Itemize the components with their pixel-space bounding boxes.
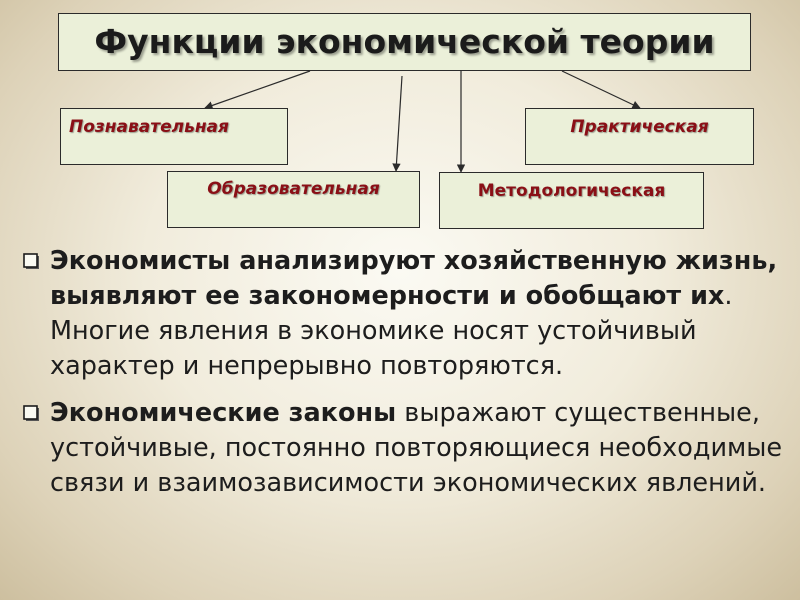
function-box-methodological xyxy=(439,172,704,229)
function-box-practical xyxy=(525,108,754,165)
bullet-item xyxy=(22,244,792,384)
function-label-practical: Практическая xyxy=(570,117,709,137)
arrow-to-cognitive xyxy=(205,71,310,108)
arrow-to-educational xyxy=(396,76,402,171)
bullet-regular-text: . Многие явления в экономике носят устойчивый характер и непрерывно повторяются. xyxy=(50,281,733,381)
function-box-cognitive xyxy=(60,108,288,165)
bullet-text xyxy=(50,396,792,501)
bullet-bold-text: Экономические законы xyxy=(50,398,397,428)
bullet-list xyxy=(22,244,792,513)
function-label-educational: Образовательная xyxy=(207,179,380,199)
checkbox-bullet-icon xyxy=(22,244,50,276)
bullet-item xyxy=(22,396,792,501)
function-box-educational xyxy=(167,171,420,228)
bullet-text xyxy=(50,244,792,384)
function-label-cognitive: Познавательная xyxy=(69,117,229,137)
page-title: Функции экономической теории xyxy=(94,22,715,61)
bullet-regular-text: выражают существенные, устойчивые, постоянно повторяющиеся необходимые связи и взаимозависимости экономических явлений. xyxy=(50,398,783,498)
bullet-bold-text: Экономисты анализируют хозяйственную жизнь, выявляют ее закономерности и обобщают их xyxy=(50,246,778,311)
function-label-methodological: Методологическая xyxy=(477,181,666,201)
arrow-to-practical xyxy=(562,71,640,108)
checkbox-bullet-icon xyxy=(22,396,50,428)
